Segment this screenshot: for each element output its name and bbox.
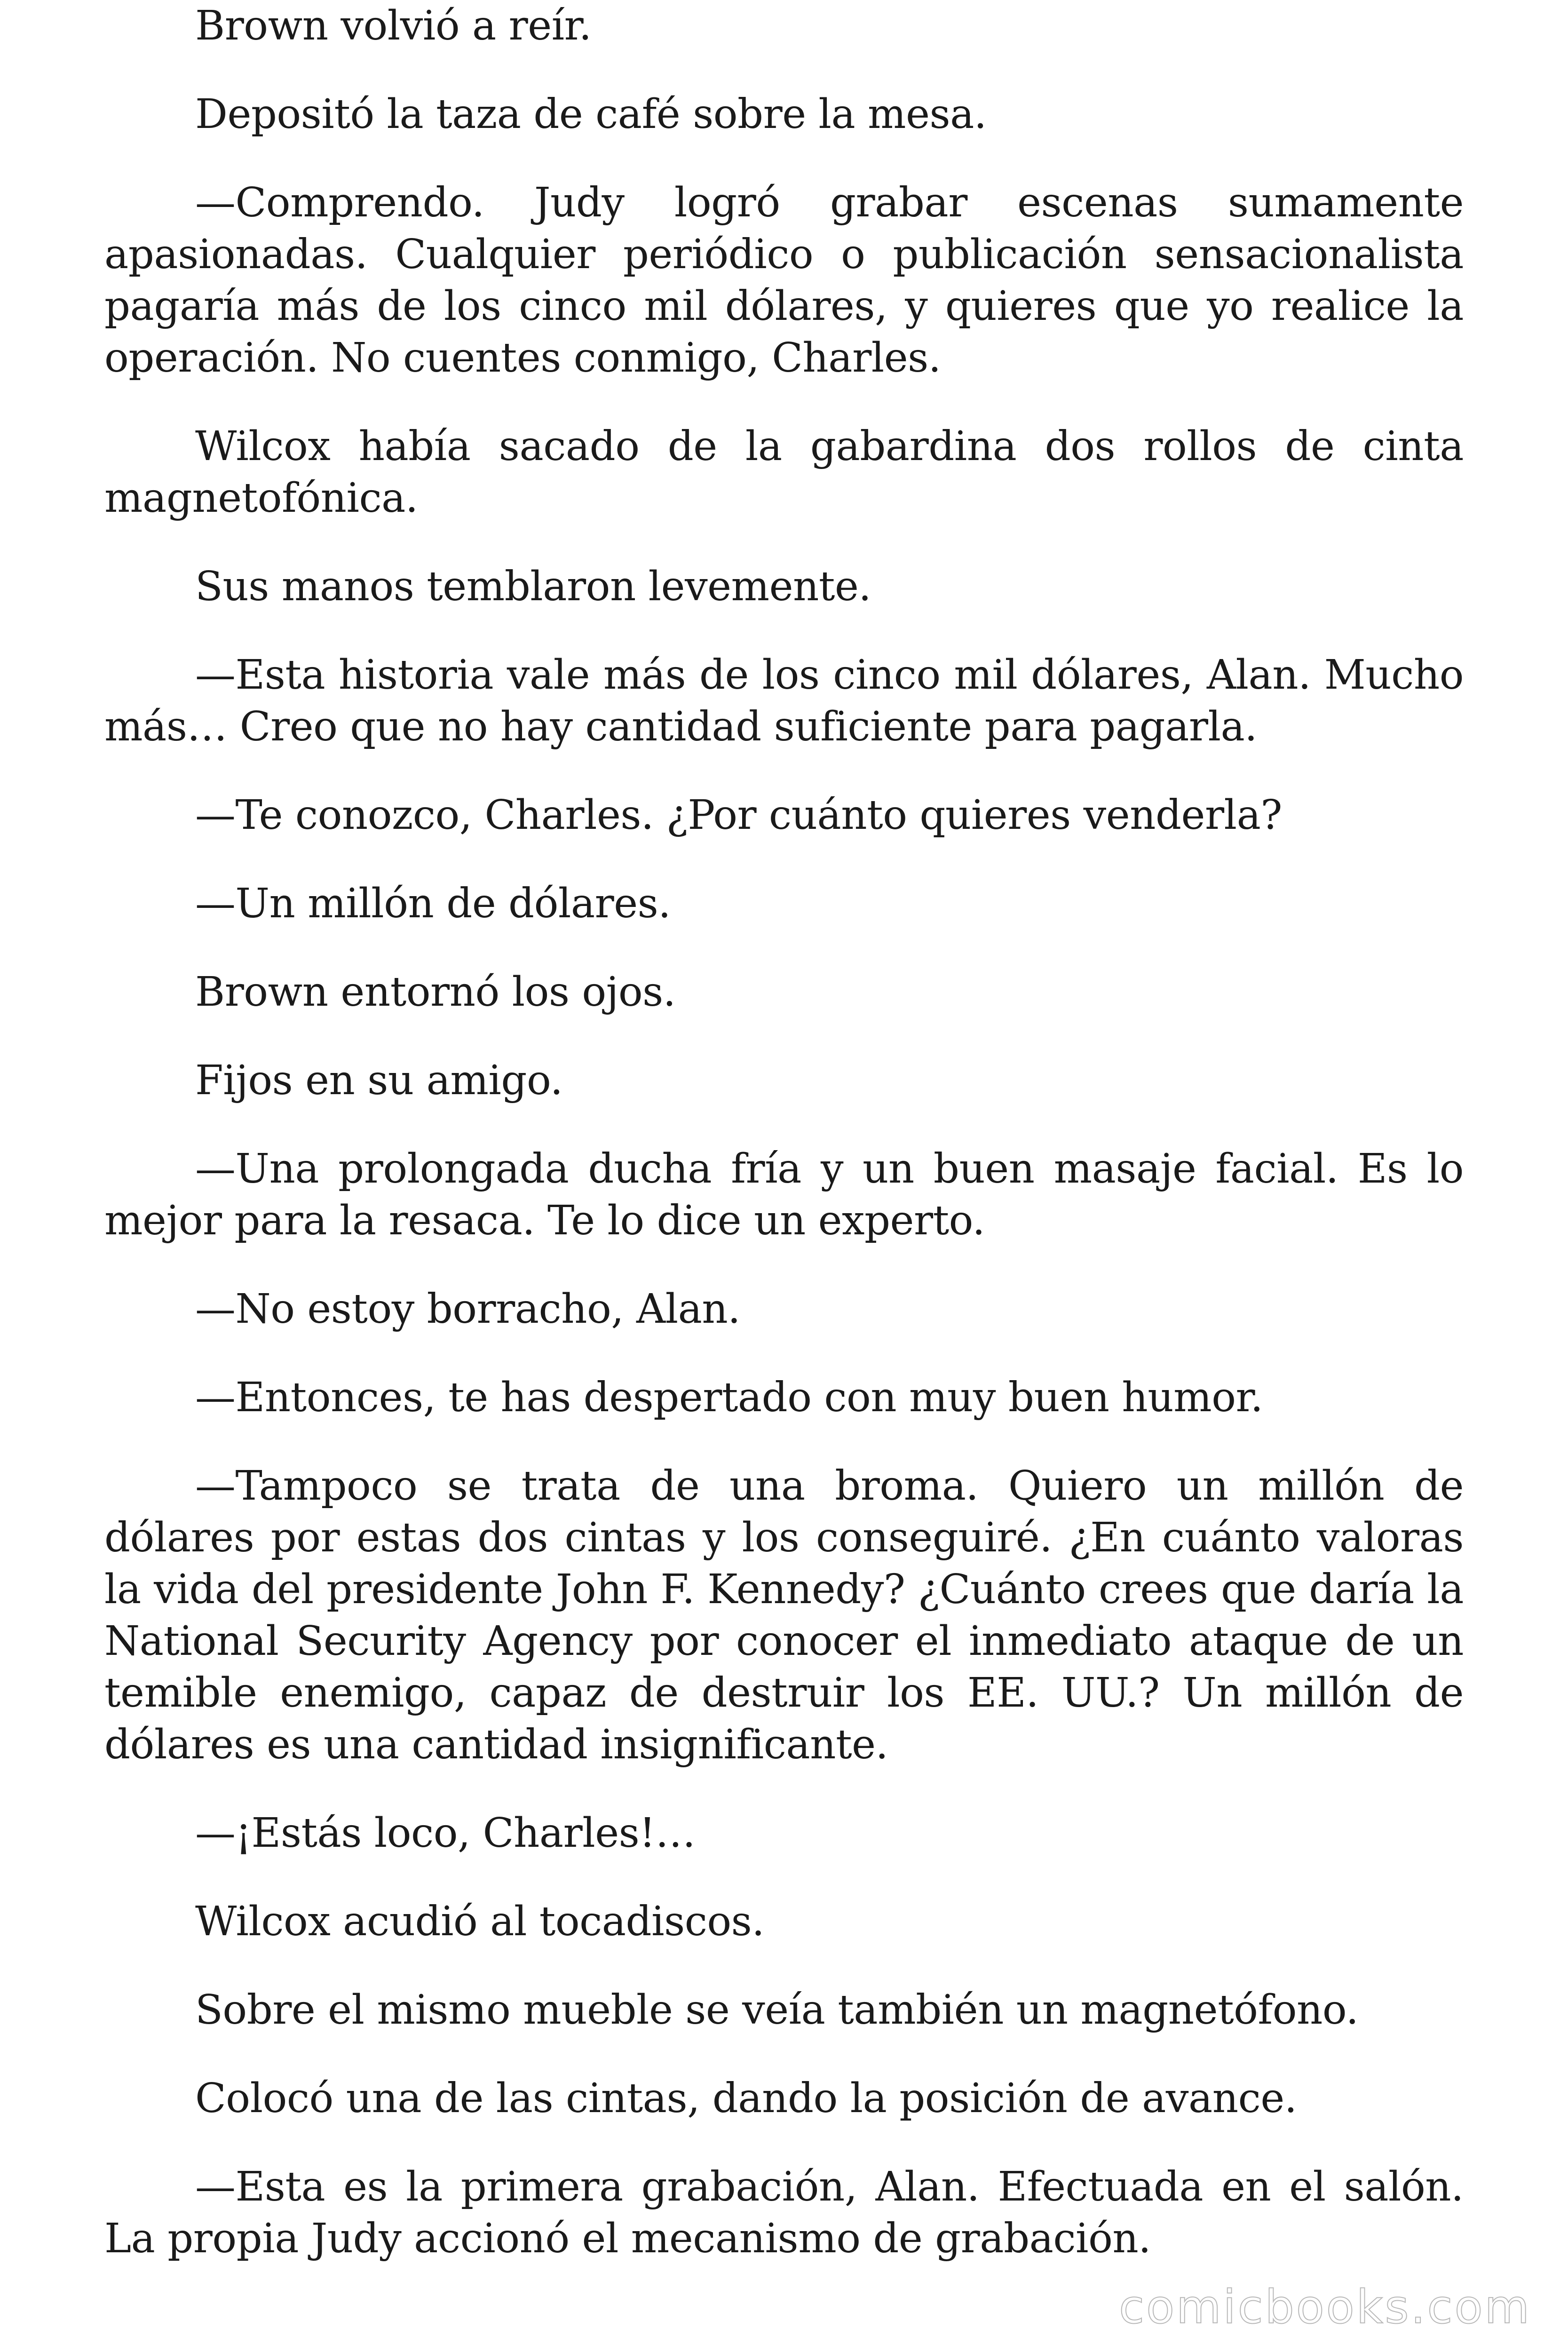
paragraph: —No estoy borracho, Alan. — [195, 1286, 741, 1333]
paragraph: Depositó la taza de café sobre la mesa. — [195, 91, 987, 138]
paragraph: —Te conozco, Charles. ¿Por cuánto quieres venderla? — [195, 792, 1282, 839]
paragraph: Colocó una de las cintas, dando la posición de avance. — [195, 2075, 1297, 2122]
paragraph: —Tampoco se trata de una broma. Quiero un millón de dólares por estas dos cintas y los conseguiré. ¿En cuánto valoras la vida del presidente John F. Kennedy? ¿Cuánto crees que daría la National Security Agency por conocer el inmediato ataque de un temible enemigo, capaz de destruir los EE. UU.? Un millón de dólares es una cantidad insignificante. — [104, 1462, 1464, 1768]
paragraph: —¡Estás loco, Charles!… — [195, 1810, 696, 1857]
paragraph: Wilcox había sacado de la gabardina dos rollos de cinta magnetofónica. — [104, 423, 1464, 522]
paragraph: —Entonces, te has despertado con muy buen humor. — [195, 1374, 1263, 1421]
paragraph: Brown volvió a reír. — [195, 2, 592, 49]
paragraph: —Un millón de dólares. — [195, 880, 671, 927]
paragraph: —Una prolongada ducha fría y un buen masaje facial. Es lo mejor para la resaca. Te lo dice un experto. — [104, 1145, 1464, 1244]
paragraph: Wilcox acudió al tocadiscos. — [195, 1898, 765, 1945]
paragraph: Brown entornó los ojos. — [195, 969, 676, 1016]
paragraph: —Esta historia vale más de los cinco mil dólares, Alan. Mucho más… Creo que no hay cantidad suficiente para pagarla. — [104, 652, 1464, 750]
watermark: comicbooks.com — [1119, 2280, 1531, 2334]
paragraph: —Comprendo. Judy logró grabar escenas sumamente apasionadas. Cualquier periódico o publicación sensacionalista pagaría más de los cinco mil dólares, y quieres que yo realice la operación. No cuentes conmigo, Charles. — [104, 179, 1464, 381]
text-column — [104, 0, 1464, 2301]
paragraph: Sobre el mismo mueble se veía también un magnetófono. — [195, 1986, 1359, 2034]
paragraph: —Esta es la primera grabación, Alan. Efectuada en el salón. La propia Judy accionó el mecanismo de grabación. — [104, 2163, 1464, 2262]
paragraph: Sus manos temblaron levemente. — [195, 563, 871, 610]
paragraph: Fijos en su amigo. — [195, 1057, 563, 1104]
